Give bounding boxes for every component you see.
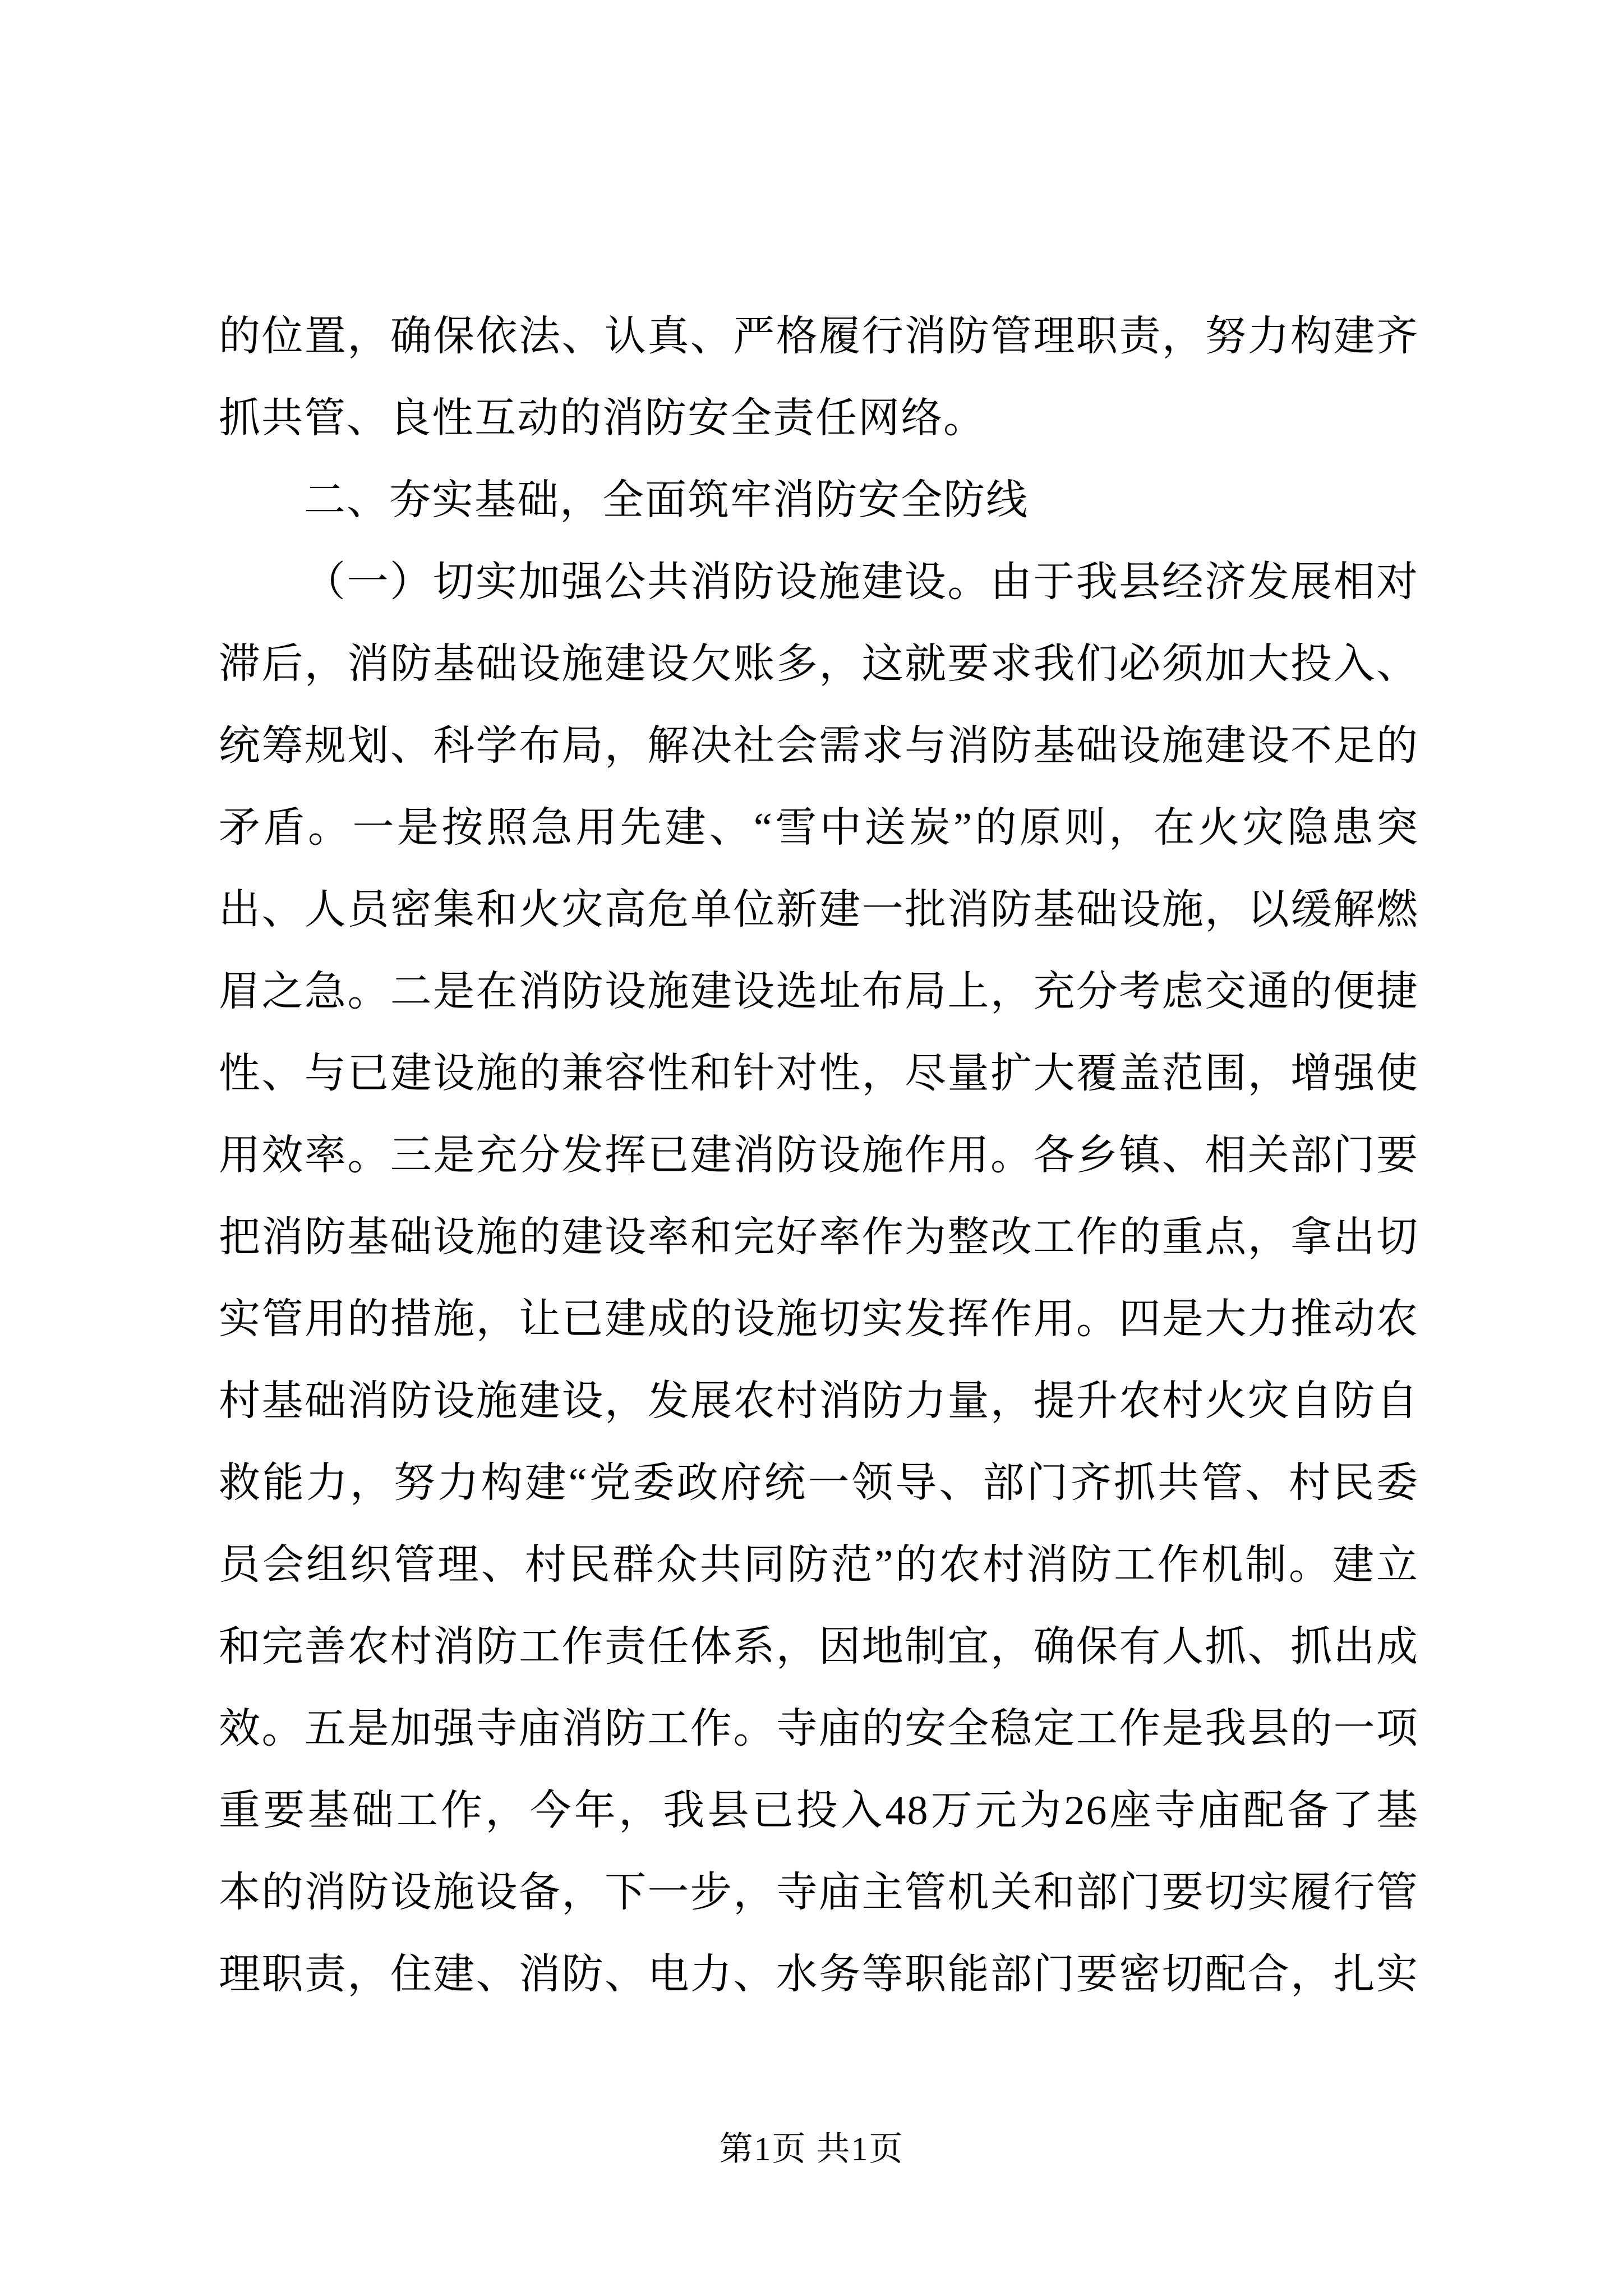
text-line: 实管用的措施，让已建成的设施切实发挥作用。四是大力推动农 [219, 1296, 1419, 1342]
text-line: （一）切实加强公共消防设施建设。由于我县经济发展相对 [304, 559, 1419, 605]
text-line: 抓共管、良性互动的消防安全责任网络。 [219, 395, 986, 441]
text-line: 的位置，确保依法、认真、严格履行消防管理职责，努力构建齐 [219, 314, 1419, 360]
text-line: 眉之急。二是在消防设施建设选址布局上，充分考虑交通的便捷 [219, 969, 1419, 1015]
text-line: 救能力，努力构建“党委政府统一领导、部门齐抓共管、村民委 [219, 1460, 1419, 1506]
text-line: 效。五是加强寺庙消防工作。寺庙的安全稳定工作是我县的一项 [219, 1706, 1419, 1752]
text-line: 性、与已建设施的兼容性和针对性，尽量扩大覆盖范围，增强使 [219, 1051, 1419, 1097]
text-line: 和完善农村消防工作责任体系，因地制宜，确保有人抓、抓出成 [219, 1624, 1419, 1670]
text-line: 滞后，消防基础设施建设欠账多，这就要求我们必须加大投入、 [219, 641, 1419, 687]
text-line: 统筹规划、科学布局，解决社会需求与消防基础设施建设不足的 [219, 723, 1419, 769]
section-heading: 二、夯实基础，全面筑牢消防安全防线 [304, 477, 1029, 523]
text-line: 用效率。三是充分发挥已建消防设施作用。各乡镇、相关部门要 [219, 1133, 1419, 1179]
page-number: 第1页 共1页 [719, 2131, 904, 2168]
text-line: 把消防基础设施的建设率和完好率作为整改工作的重点，拿出切 [219, 1214, 1419, 1260]
text-line: 出、人员密集和火灾高危单位新建一批消防基础设施，以缓解燃 [219, 887, 1419, 933]
text-line: 理职责，住建、消防、电力、水务等职能部门要密切配合，扎实 [219, 1952, 1419, 1998]
text-line: 员会组织管理、村民群众共同防范”的农村消防工作机制。建立 [219, 1542, 1419, 1588]
text-line: 村基础消防设施建设，发展农村消防力量，提升农村火灾自防自 [219, 1378, 1419, 1424]
text-line: 本的消防设施设备，下一步，寺庙主管机关和部门要切实履行管 [219, 1870, 1419, 1916]
page-footer [0, 2129, 1623, 2169]
text-line: 矛盾。一是按照急用先建、“雪中送炭”的原则，在火灾隐患突 [219, 805, 1419, 851]
text-line: 重要基础工作，今年，我县已投入48万元为26座寺庙配备了基 [219, 1788, 1419, 1834]
document-body [219, 296, 1419, 2016]
